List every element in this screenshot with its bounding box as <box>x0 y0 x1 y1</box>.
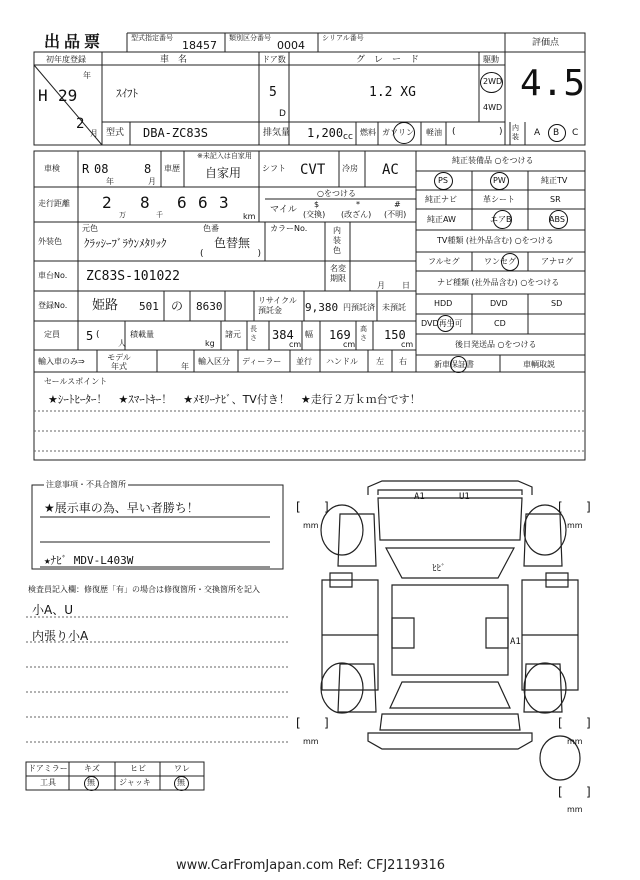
docs-warranty: 新車保証書 <box>434 360 474 369</box>
height-cm: cm <box>401 340 414 349</box>
acc-header-break: ワレ <box>174 764 190 773</box>
dims-label: 諸元 <box>225 330 241 339</box>
import-class-label: 輸入区分 <box>198 357 230 366</box>
mileage-km: km <box>243 212 256 221</box>
equip-abs: ABS <box>549 215 565 224</box>
tire-rr-mm: mm <box>567 737 583 746</box>
color-code-label: 色番 <box>203 224 219 233</box>
height: 150 <box>384 328 406 342</box>
length: 384 <box>272 328 294 342</box>
unknown-sym: # <box>394 200 401 209</box>
chassis-label: 車台No. <box>38 271 68 280</box>
tamper-sym: * <box>356 200 360 209</box>
interior-color-label: 内装色 <box>333 226 341 255</box>
shaken-label: 車検 <box>44 164 60 173</box>
import-dealer: ディーラー <box>242 357 282 366</box>
navi-title: ナビ種類 (社外品含む) ○をつける <box>437 278 560 287</box>
class-no: 0004 <box>277 39 305 52</box>
tv-oneseg: ワンセグ <box>484 257 516 266</box>
ac: AC <box>382 162 399 178</box>
color-paren: ( ) <box>200 249 262 259</box>
equip-abs-circle <box>549 210 568 229</box>
fuel-other-open: ( <box>452 127 456 137</box>
capacity-label: 定員 <box>44 330 60 339</box>
type-no: 18457 <box>182 39 217 52</box>
tamper-label: (改ざん) <box>341 210 372 219</box>
docs-manual: 車輌取説 <box>523 360 555 369</box>
mileage-d1: 2 <box>102 193 112 212</box>
tire-rr-open: [ <box>558 716 563 730</box>
equip-ps-circle <box>434 172 453 190</box>
shift-label: シフト <box>262 164 286 173</box>
notes-label: 注意事項・不具合箇所 <box>46 480 126 489</box>
tire-fr-mm: mm <box>567 521 583 530</box>
tire-rl-close: ] <box>324 716 329 730</box>
color-no-label: カラーNo. <box>270 224 308 233</box>
doors: 5 <box>269 85 277 100</box>
score-value: 4.5 <box>520 63 586 104</box>
recycle-unit: 円預託済 <box>343 303 375 312</box>
genuine-title: 純正装備品 ○をつける <box>452 156 534 165</box>
tire-spare-close: ] <box>586 785 591 799</box>
mileage-d2: 8 <box>140 193 150 212</box>
mile-label: マイル <box>270 205 297 215</box>
damage-mark-hibi: ﾋﾋﾞ <box>432 564 446 574</box>
tire-fr-close: ] <box>586 500 591 514</box>
ac-label: 冷房 <box>342 164 358 173</box>
capacity-unit: 人 <box>118 339 126 348</box>
plate-label: 登録No. <box>38 301 68 310</box>
original-color-label: 元色 <box>82 224 98 233</box>
width-label: 幅 <box>305 330 313 339</box>
tire-rl-open: [ <box>296 716 301 730</box>
width-cm: cm <box>343 340 356 349</box>
notes-line1: ★展示車の為、早い者勝ち！ <box>44 501 199 515</box>
equip-airbag-circle <box>493 210 512 229</box>
plate-kana: の <box>171 299 184 313</box>
mileage-label: 走行距離 <box>38 199 70 208</box>
inspector-line2: 内張り小A <box>32 629 89 643</box>
shift: CVT <box>300 162 326 178</box>
handle-label: ハンドル <box>326 357 358 366</box>
displacement-label: 排気量 <box>263 128 291 138</box>
navi-hdd: HDD <box>434 299 453 308</box>
original-color: ｸﾗｯｼｰﾌﾞﾗｳﾝﾒﾀﾘｯｸ <box>84 237 167 250</box>
form-title: 出品票 <box>44 32 105 51</box>
door-d: D <box>279 109 286 119</box>
acc-jack-label: ジャッキ <box>119 778 151 787</box>
drive-label: 駆動 <box>483 55 499 64</box>
length-cm: cm <box>289 340 302 349</box>
name-label: 車 名 <box>160 55 188 65</box>
score-label: 評価点 <box>532 38 560 48</box>
model-label: 型式 <box>106 128 125 138</box>
drive-4wd: 4WD <box>483 103 503 112</box>
load-label: 積載量 <box>130 330 154 339</box>
inspector-label: 検査員記入欄：修復歴「有」の場合は修復箇所・交換箇所を記入 <box>28 585 260 594</box>
capacity-paren: ( <box>96 330 100 340</box>
tire-spare-mm: mm <box>567 805 583 814</box>
interior-label: 内装 <box>512 124 519 141</box>
equip-navi: 純正ナビ <box>425 195 457 204</box>
sales-text: ★ｼｰﾄﾋｰﾀｰ！ ★ｽﾏｰﾄｷｰ！ ★ﾒﾓﾘｰﾅﾋﾞ、TV付き！ ★走行２万ｋｍ台です！ <box>48 393 421 406</box>
name-change-label: 名変期限 <box>330 264 346 283</box>
mileage-man: 万 <box>119 211 126 219</box>
import-parallel: 並行 <box>296 357 312 366</box>
year-unit: 年 <box>83 71 91 80</box>
tire-fr-open: [ <box>558 500 563 514</box>
damage-mark-front-a1: A1 <box>414 492 425 502</box>
drive-2wd-circle <box>480 72 503 93</box>
fuel-circle <box>393 122 415 144</box>
capacity: 5 <box>86 329 94 343</box>
navi-cd: CD <box>494 319 506 328</box>
name-change-month: 月 <box>377 281 385 290</box>
shaken-year: 08 <box>94 162 109 176</box>
model-year-label: モデル年式 <box>107 353 131 371</box>
plate-number: 8630 <box>196 300 223 313</box>
interior-b-circle <box>548 124 566 142</box>
exchange-sym: $ <box>314 200 320 209</box>
acc-header-crack: ヒビ <box>130 764 146 773</box>
tire-spare-open: [ <box>558 785 563 799</box>
tire-fl-mm: mm <box>303 521 319 530</box>
mileage-d4: 6 <box>198 193 208 212</box>
grade: 1.2 XG <box>369 85 416 100</box>
shaken-era: R <box>82 162 90 176</box>
inspector-line1: 小A、U <box>32 603 73 617</box>
length-label: 長さ <box>250 325 257 342</box>
plate-region: 姫路 <box>92 298 119 313</box>
reg-year: 29 <box>58 86 78 105</box>
doors-label: ドア数 <box>262 55 286 64</box>
repaint: 色替無 <box>214 236 251 250</box>
equip-ps: PS <box>438 176 448 185</box>
fuel-other-close: ) <box>499 127 503 137</box>
acc-jack-value: 無 <box>177 778 185 787</box>
class-no-label: 類別区分番号 <box>229 34 271 42</box>
drive-2wd: 2WD <box>483 77 503 86</box>
acc-tools-circle <box>84 776 99 791</box>
shaken-y-unit: 年 <box>106 177 114 186</box>
notes-line2: ★ﾅﾋﾞ MDV-L403W <box>44 554 134 567</box>
era: H <box>38 86 48 105</box>
mileage-sen: 千 <box>156 211 163 219</box>
grade-label: グ レ ー ド <box>356 55 420 65</box>
tire-fl-close: ] <box>324 500 329 514</box>
damage-mark-front-u1: U1 <box>459 492 470 502</box>
equip-leather: 革シート <box>483 195 515 204</box>
recycle-unpaid: 未預託 <box>382 303 406 312</box>
height-label: 高さ <box>360 325 367 342</box>
acc-header-scratch: キズ <box>84 764 100 773</box>
name-change-day: 日 <box>402 281 410 290</box>
type-no-label: 型式指定番号 <box>131 34 173 42</box>
navi-dvdplay-circle <box>437 315 454 332</box>
interior-a: A <box>534 128 541 138</box>
tv-oneseg-circle <box>501 253 519 271</box>
exchange-label: (交換) <box>303 210 326 219</box>
tv-fullseg: フルセグ <box>428 257 460 266</box>
interior-c: C <box>572 128 579 138</box>
docs-warranty-circle <box>450 356 467 373</box>
sales-label: セールスポイント <box>44 377 108 386</box>
first-reg-label: 初年度登録 <box>46 55 86 64</box>
acc-jack-circle <box>174 776 189 791</box>
light-oil-label: 軽油 <box>426 128 442 137</box>
handle-left: 左 <box>376 357 384 366</box>
exterior-label: 外装色 <box>38 237 62 246</box>
mileage-d5: 3 <box>219 193 229 212</box>
plate-class: 501 <box>139 300 159 313</box>
tire-fl-open: [ <box>296 500 301 514</box>
docs-title: 後日発送品 ○をつける <box>455 340 537 349</box>
import-label: 輸入車のみ⇒ <box>38 357 85 366</box>
serial-label: シリアル番号 <box>322 34 364 42</box>
chassis-no: ZC83S-101022 <box>86 269 180 284</box>
tire-rr-close: ] <box>586 716 591 730</box>
equip-airbag: エアB <box>490 215 512 224</box>
model-year-unit: 年 <box>181 362 189 371</box>
reg-month: 2 <box>76 116 85 132</box>
watermark-text: www.CarFromJapan.com Ref: CFJ2119316 <box>176 858 446 873</box>
history-label: 車歴 <box>164 164 180 173</box>
mileage-d3: 6 <box>177 193 187 212</box>
equip-pw-circle <box>490 172 509 190</box>
car-name: ｽｲﾌﾄ <box>116 87 138 100</box>
navi-sd: SD <box>551 299 563 308</box>
tv-analog: アナログ <box>541 257 573 266</box>
navi-dvd: DVD <box>490 299 508 308</box>
acc-tools-label: 工具 <box>40 778 56 787</box>
fuel: ガソリン <box>382 128 414 137</box>
history-note: ※未記入は自家用 <box>197 152 252 160</box>
equip-tv: 純正TV <box>541 176 568 185</box>
equip-sr: SR <box>550 195 561 204</box>
fuel-label: 燃料 <box>360 128 376 137</box>
tv-title: TV種類 (社外品含む) ○をつける <box>437 236 554 245</box>
model: DBA-ZC83S <box>143 126 209 140</box>
shaken-month: 8 <box>144 162 152 176</box>
displacement: 1,200 <box>307 126 344 140</box>
interior-b: B <box>553 128 560 138</box>
width: 169 <box>329 328 351 342</box>
acc-header-mirror: ドアミラー <box>28 764 68 773</box>
recycle: 9,380 <box>305 301 339 314</box>
mileage-mark-note: ○をつける <box>317 189 356 198</box>
cc-unit: cc <box>343 132 353 142</box>
unknown-label: (不明) <box>384 210 407 219</box>
tire-rl-mm: mm <box>303 737 319 746</box>
navi-dvdplay: DVD再生可 <box>421 319 463 328</box>
load-kg: kg <box>205 339 215 348</box>
recycle-label: リサイクル預託金 <box>258 296 297 315</box>
handle-right: 右 <box>399 357 407 366</box>
damage-mark-side-a1: A1 <box>510 637 521 647</box>
equip-pw: PW <box>493 176 506 185</box>
acc-tools-value: 無 <box>87 778 95 787</box>
shaken-m-unit: 月 <box>148 177 156 186</box>
history: 自家用 <box>205 166 242 180</box>
month-unit: 月 <box>90 129 98 138</box>
equip-aw: 純正AW <box>427 215 456 224</box>
